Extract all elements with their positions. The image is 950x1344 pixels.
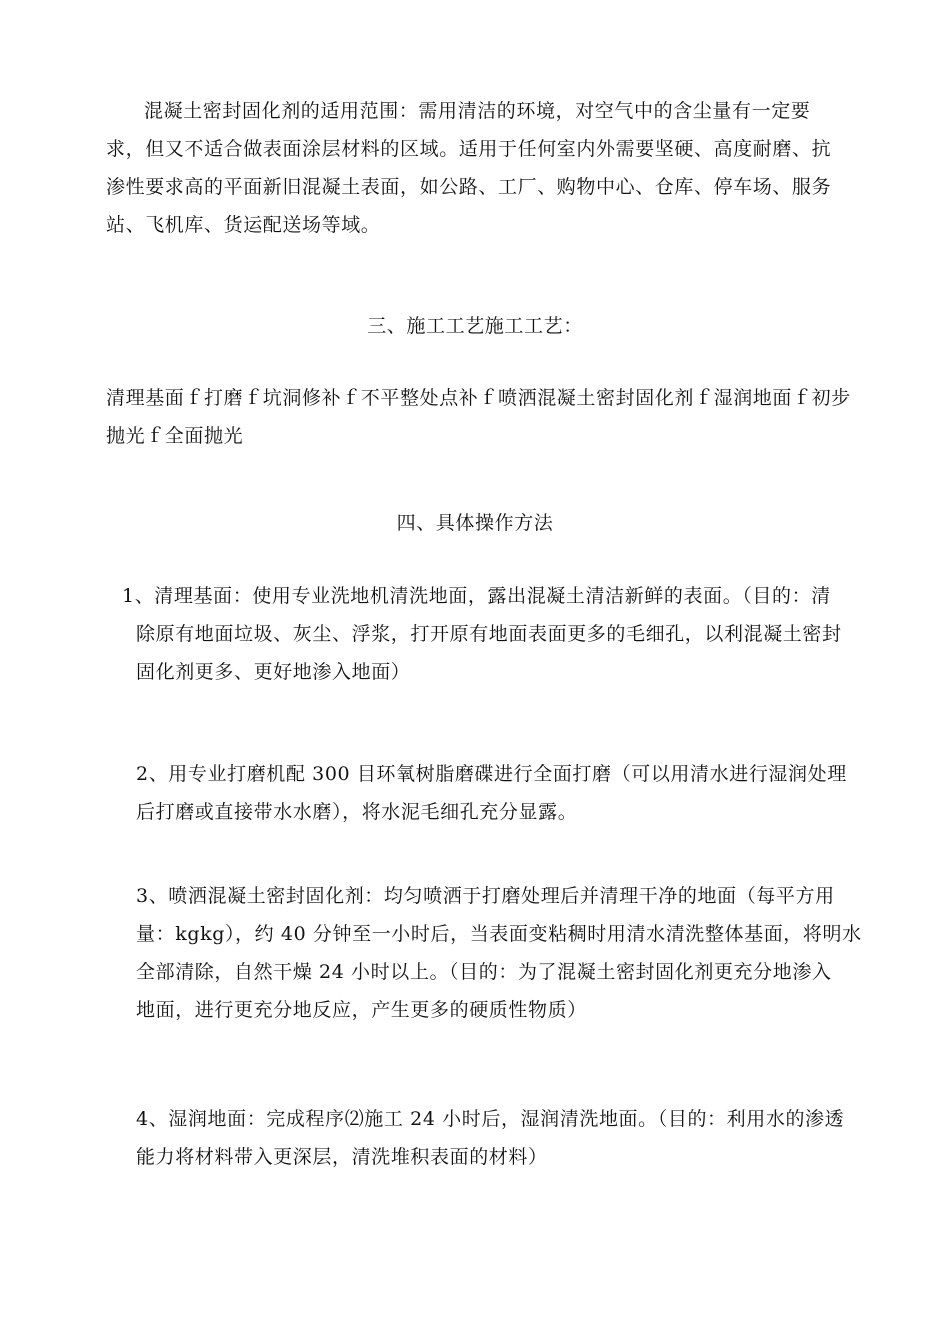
section4-heading: 四、具体操作方法 <box>396 512 554 534</box>
step-3-line-1: 3、喷洒混凝土密封固化剂：均匀喷洒于打磨处理后并清理干净的地面（每平方用 <box>136 885 835 907</box>
step-3 <box>136 877 862 1029</box>
step-2 <box>136 755 847 831</box>
intro-line-2: 求，但又不适合做表面涂层材料的区域。适用于任何室内外需要坚硬、高度耐磨、抗 <box>106 138 832 160</box>
step-1-line-2: 除原有地面垃圾、灰尘、浮浆，打开原有地面表面更多的毛细孔，以利混凝土密封 <box>136 623 842 645</box>
step-3-line-4: 地面，进行更充分地反应，产生更多的硬质性物质） <box>136 999 587 1021</box>
step-2-line-1: 2、用专业打磨机配 300 目环氧树脂磨碟进行全面打磨（可以用清水进行湿润处理 <box>136 763 847 785</box>
step-4-line-2: 能力将材料带入更深层，清洗堆积表面的材料） <box>136 1146 548 1168</box>
process-line-2: 抛光ｆ全面抛光 <box>106 425 244 447</box>
step-2-line-2: 后打磨或直接带水水磨），将水泥毛细孔充分显露。 <box>136 801 578 823</box>
step-1 <box>122 577 842 691</box>
intro-paragraph <box>106 92 831 244</box>
section3-heading: 三、施工工艺施工工艺： <box>367 315 583 337</box>
step-1-line-3: 固化剂更多、更好地渗入地面） <box>136 661 411 683</box>
intro-line-1: 混凝土密封固化剂的适用范围：需用清洁的环境，对空气中的含尘量有一定要 <box>144 100 811 122</box>
section3-process-flow <box>106 379 851 455</box>
step-1-line-1: 1、清理基面：使用专业洗地机清洗地面，露出混凝土清洁新鲜的表面。（目的：清 <box>122 585 831 607</box>
intro-line-3: 渗性要求高的平面新旧混凝土表面，如公路、工厂、购物中心、仓库、停车场、服务 <box>106 176 832 198</box>
step-4 <box>136 1100 844 1176</box>
process-line-1: 清理基面ｆ打磨ｆ坑洞修补ｆ不平整处点补ｆ喷洒混凝土密封固化剂ｆ湿润地面ｆ初步 <box>106 387 851 409</box>
step-4-line-1: 4、湿润地面：完成程序⑵施工 24 小时后，湿润清洗地面。（目的：利用水的渗透 <box>136 1108 845 1130</box>
step-3-line-2: 量：kgkg），约 40 分钟至一小时后，当表面变粘稠时用清水清洗整体基面，将明水 <box>136 923 862 945</box>
intro-line-4: 站、飞机库、货运配送场等域。 <box>106 214 381 236</box>
step-3-line-3: 全部清除，自然干燥 24 小时以上。（目的：为了混凝土密封固化剂更充分地渗入 <box>136 961 832 983</box>
